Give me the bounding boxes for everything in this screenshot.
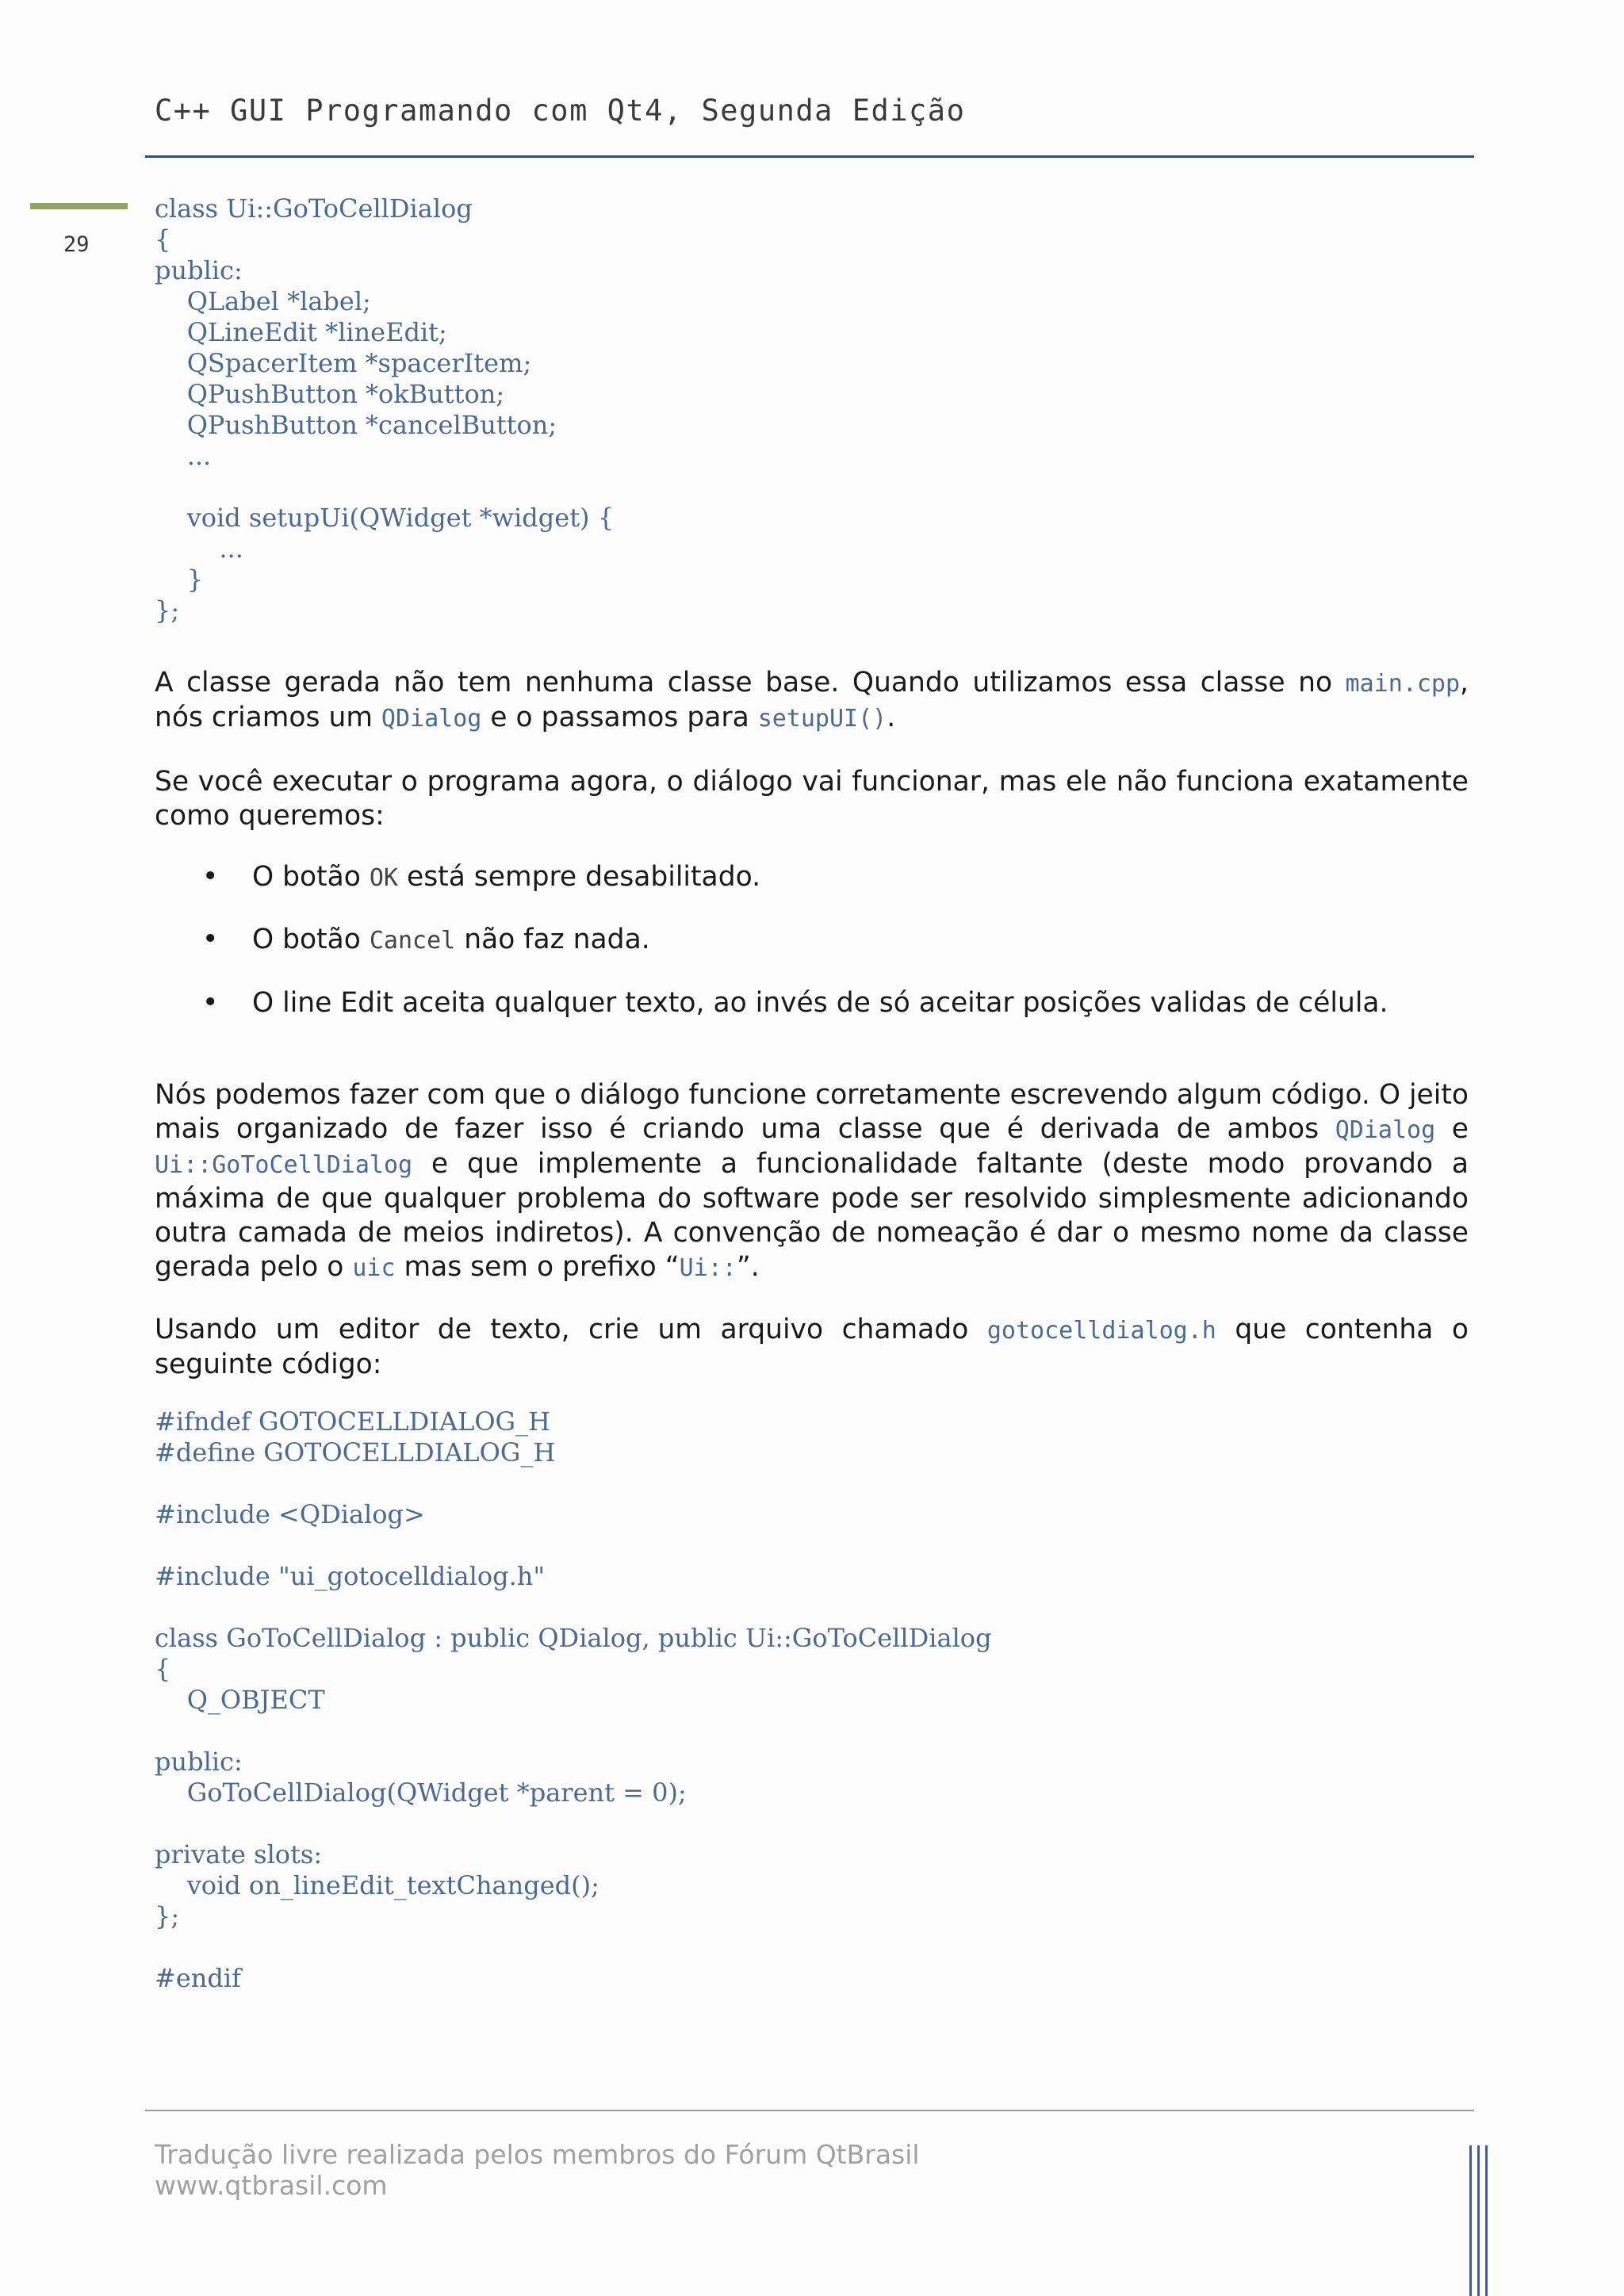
code-line: QPushButton *okButton;	[155, 379, 505, 409]
inline-code-ui-prefix: Ui::	[679, 1254, 737, 1282]
inline-code-qdialog: QDialog	[1335, 1116, 1436, 1144]
code-line: private slots:	[155, 1839, 323, 1869]
text-run: está sempre desabilitado.	[398, 861, 761, 893]
code-line: };	[155, 595, 180, 626]
code-line: #include "ui_gotocelldialog.h"	[155, 1561, 546, 1591]
bullet-item-ok	[202, 860, 760, 895]
bullet-dot: •	[202, 987, 219, 1019]
code-line: QLineEdit *lineEdit;	[155, 317, 447, 347]
footer-divider	[145, 2110, 1474, 2111]
code-line: ...	[155, 534, 243, 564]
code-line: Q_OBJECT	[155, 1685, 325, 1715]
header-divider	[145, 155, 1474, 158]
inline-code-ok: OK	[369, 864, 398, 892]
code-line: #endif	[155, 1963, 241, 1993]
inline-code-qdialog: QDialog	[381, 705, 482, 733]
code-line: #define GOTOCELLDIALOG_H	[155, 1437, 556, 1468]
code-line: ...	[155, 441, 212, 471]
text-run: mas sem o prefixo “	[395, 1251, 680, 1283]
paragraph-derived-class	[155, 1078, 1469, 1285]
code-line: QSpacerItem *spacerItem;	[155, 348, 532, 378]
code-line: class GoToCellDialog : public QDialog, public Ui::GoToCellDialog	[155, 1623, 992, 1653]
side-marker	[30, 203, 128, 209]
paragraph-create-header	[155, 1313, 1469, 1382]
footer-bar	[1477, 2145, 1480, 2296]
inline-code-cancel: Cancel	[369, 927, 456, 955]
footer-url: www.qtbrasil.com	[155, 2170, 388, 2201]
text-run: Usando um editor de texto, crie um arquivo chamado	[155, 1314, 987, 1345]
paragraph-run-program: Se você executar o programa agora, o diálogo vai funcionar, mas ele não funciona exatamente como queremos:	[155, 766, 1469, 832]
code-block-gotocelldialog-h	[155, 1406, 992, 1994]
text-run: O botão	[252, 924, 370, 955]
code-line: {	[155, 1654, 171, 1684]
text-run: , nós criamos um	[155, 667, 1469, 733]
footer-credit: Tradução livre realizada pelos membros do Fórum QtBrasil	[155, 2139, 920, 2170]
inline-code-uic: uic	[352, 1254, 396, 1282]
code-line: class Ui::GoToCellDialog	[155, 193, 473, 224]
inline-code-ui-gotocelldialog: Ui::GoToCellDialog	[155, 1151, 413, 1179]
text-run: e que implemente a funcionalidade faltante (deste modo provando a máxima de que qualquer problema do software pode ser resolvido simplesmente adicionando outra camada de meios indiretos). A convenção de nomeação é dar o mesmo nome da classe gerada pelo o	[155, 1148, 1469, 1283]
bullet-item-line-edit	[202, 986, 1388, 1020]
bullet-dot: •	[202, 924, 219, 955]
code-line: void setupUi(QWidget *widget) {	[155, 503, 615, 533]
inline-code-gotocelldialog-h: gotocelldialog.h	[986, 1317, 1216, 1345]
code-line: #ifndef GOTOCELLDIALOG_H	[155, 1406, 551, 1437]
text-run: Nós podemos fazer com que o diálogo funcione corretamente escrevendo algum código. O jeito mais organizado de fazer isso é criando uma classe que é derivada de ambos	[155, 1079, 1469, 1145]
inline-code-setupui: setupUI()	[757, 705, 887, 733]
text-run: O line Edit aceita qualquer texto, ao invés de só aceitar posições validas de célula.	[252, 987, 1388, 1019]
text-run: A classe gerada não tem nenhuma classe base. Quando utilizamos essa classe no	[155, 667, 1346, 698]
code-line: QLabel *label;	[155, 286, 371, 316]
code-line: public:	[155, 1747, 243, 1777]
text-run: e o passamos para	[481, 702, 758, 733]
text-run: que contenha o seguinte código:	[155, 1314, 1469, 1380]
code-line: GoToCellDialog(QWidget *parent = 0);	[155, 1777, 687, 1808]
code-line: public:	[155, 255, 243, 285]
page-number: 29	[63, 232, 90, 257]
inline-code-main-cpp: main.cpp	[1345, 670, 1461, 698]
code-line: #include <QDialog>	[155, 1499, 425, 1529]
text-run: e	[1435, 1113, 1469, 1145]
code-line: };	[155, 1901, 180, 1931]
code-line: void on_lineEdit_textChanged();	[155, 1870, 599, 1900]
text-run: O botão	[252, 861, 370, 893]
footer-bar	[1469, 2145, 1472, 2296]
code-line: }	[155, 564, 204, 595]
code-line: QPushButton *cancelButton;	[155, 410, 557, 440]
text-run: ”.	[736, 1251, 760, 1283]
bullet-dot: •	[202, 861, 219, 893]
bullet-item-cancel	[202, 923, 650, 958]
page-header-title: C++ GUI Programando com Qt4, Segunda Edição	[155, 94, 966, 128]
footer-bar	[1485, 2145, 1488, 2296]
paragraph-generated-class	[155, 666, 1469, 736]
text-run: .	[887, 702, 896, 733]
code-block-class-ui	[155, 193, 614, 626]
code-line: {	[155, 224, 171, 254]
text-run: não faz nada.	[455, 924, 650, 955]
